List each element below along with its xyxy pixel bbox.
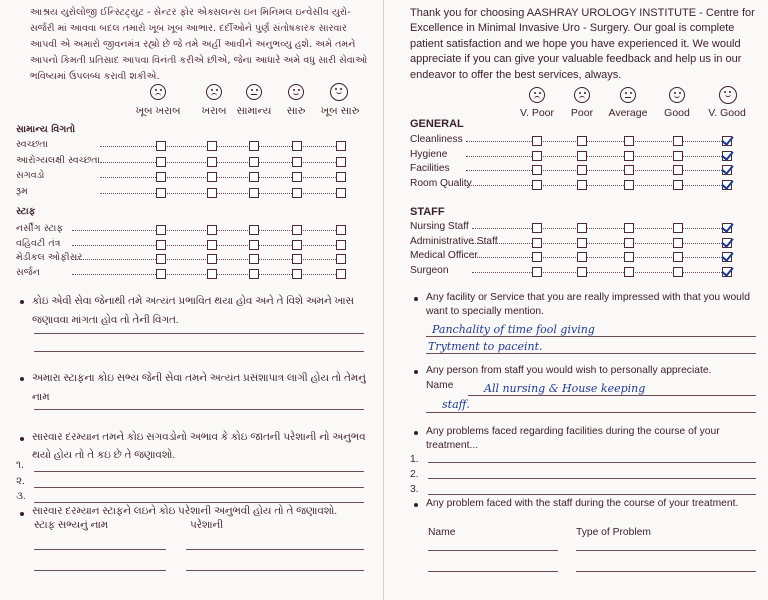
good-face-icon <box>288 84 304 100</box>
answer-line[interactable] <box>34 351 364 352</box>
answer-line[interactable] <box>428 550 558 551</box>
rating-checkbox[interactable] <box>292 254 302 264</box>
rating-checkbox[interactable] <box>156 157 166 167</box>
poor-face-icon <box>574 87 590 103</box>
rating-checkbox[interactable] <box>577 136 587 146</box>
rating-row-label: Room Quality <box>410 177 472 189</box>
problem-column-label: પરેશાની <box>190 520 224 531</box>
very-poor-face-icon <box>529 87 545 103</box>
rating-checkbox[interactable] <box>207 225 217 235</box>
staff-section-title: સ્ટાફ <box>16 206 36 217</box>
rating-checkbox[interactable] <box>156 225 166 235</box>
staff-name-column-label: સ્ટાફ સભ્યનું નામ <box>34 520 109 531</box>
rating-checkbox[interactable] <box>624 238 634 248</box>
rating-checkbox[interactable] <box>624 267 634 277</box>
rating-checkbox[interactable] <box>673 238 683 248</box>
rating-row-label: સર્જન <box>16 266 40 278</box>
rating-checkbox[interactable] <box>673 136 683 146</box>
answer-line[interactable] <box>34 487 364 488</box>
rating-row-label: Administrative Staff <box>410 235 498 247</box>
rating-checkbox[interactable] <box>207 172 217 182</box>
rating-checkbox[interactable] <box>532 151 542 161</box>
average-face-icon <box>620 87 636 103</box>
question-staff-problems: સારવાર દરમ્યાન સ્ટાફને લઇને કોઇ પરેશાની અનુભવી હોય તો તે જણાવશો. <box>32 506 338 517</box>
dotted-leader <box>472 257 722 258</box>
dotted-leader <box>466 156 722 157</box>
problem-number-2: 2. <box>410 469 419 480</box>
rating-checkbox[interactable] <box>249 254 259 264</box>
answer-line[interactable] <box>428 571 558 572</box>
bullet <box>20 300 24 304</box>
very-good-face-icon <box>719 86 737 104</box>
answer-line[interactable] <box>426 353 756 354</box>
name-label: Name <box>426 380 454 391</box>
rating-checkbox[interactable] <box>532 252 542 262</box>
rating-checkbox[interactable] <box>722 165 732 175</box>
rating-checkbox[interactable] <box>156 254 166 264</box>
bullet <box>20 437 24 441</box>
rating-label-very-poor: V. Poor <box>519 107 555 119</box>
answer-line[interactable] <box>426 412 756 413</box>
english-intro: Thank you for choosing AASHRAY UROLOGY INSTITUTE - Centre for Excellence in Minimal Invasive Uro - Surgery. Our goal is complete patient satisfaction and we hope you have experienced it. We would appreciate if you can give your valuable feedback and help us in our endeavor to offer the best services, always. <box>410 7 755 81</box>
good-face-icon <box>669 87 685 103</box>
answer-line[interactable] <box>576 571 756 572</box>
question-impressed-service: કોઇ એવી સેવા જેનાથી તમે અત્યંત પ્રભાવિત થયા હોવ અને તે વિશે અમને ખાસ જણાવવા માંગતા હોવ તો તેની વિગત. <box>32 296 354 326</box>
bullet <box>414 503 418 507</box>
rating-checkbox[interactable] <box>207 157 217 167</box>
rating-checkbox[interactable] <box>532 180 542 190</box>
answer-line[interactable] <box>34 502 364 503</box>
rating-checkbox[interactable] <box>722 238 732 248</box>
rating-checkbox[interactable] <box>336 240 346 250</box>
rating-row-label: Surgeon <box>410 264 449 276</box>
answer-line[interactable] <box>428 462 756 463</box>
staff-section-title: STAFF <box>410 206 445 218</box>
question-appreciate-staff: અમારા સ્ટાફના કોઇ સભ્ય જેની સેવા તમને અત્યંત પ્રસંશાપાત્ર લાગી હોય તો તેમનું નામ <box>32 373 366 403</box>
rating-checkbox[interactable] <box>156 141 166 151</box>
bullet <box>414 370 418 374</box>
rating-checkbox[interactable] <box>156 172 166 182</box>
rating-checkbox[interactable] <box>292 240 302 250</box>
rating-checkbox[interactable] <box>207 240 217 250</box>
rating-row-label: વહિવટી તંત્ર <box>16 237 61 249</box>
rating-label-good: Good <box>664 107 690 119</box>
rating-checkbox[interactable] <box>336 269 346 279</box>
answer-line[interactable] <box>34 570 166 571</box>
rating-checkbox[interactable] <box>577 180 587 190</box>
rating-row-label: રૂમ <box>16 185 28 197</box>
handwritten-answer-appreciate-2: staff. <box>442 398 470 411</box>
rating-checkbox[interactable] <box>249 141 259 151</box>
handwritten-answer-appreciate-1: All nursing & House keeping <box>484 382 646 395</box>
rating-checkbox[interactable] <box>673 252 683 262</box>
rating-checkbox[interactable] <box>336 188 346 198</box>
rating-checkbox[interactable] <box>532 223 542 233</box>
poor-face-icon <box>206 84 222 100</box>
average-face-icon <box>246 84 262 100</box>
rating-checkbox[interactable] <box>624 136 634 146</box>
rating-checkbox[interactable] <box>577 252 587 262</box>
answer-line[interactable] <box>34 333 364 334</box>
answer-line[interactable] <box>34 471 364 472</box>
rating-checkbox[interactable] <box>292 172 302 182</box>
rating-checkbox[interactable] <box>673 151 683 161</box>
rating-checkbox[interactable] <box>577 165 587 175</box>
rating-label-average: સામાન્ય <box>236 105 272 117</box>
rating-checkbox[interactable] <box>336 225 346 235</box>
rating-checkbox[interactable] <box>577 267 587 277</box>
rating-checkbox[interactable] <box>207 254 217 264</box>
rating-checkbox[interactable] <box>673 165 683 175</box>
rating-label-good: સારુ <box>286 105 306 117</box>
rating-checkbox[interactable] <box>577 151 587 161</box>
rating-checkbox[interactable] <box>624 180 634 190</box>
dotted-leader <box>466 170 722 171</box>
problem-number-1: ૧. <box>16 460 24 471</box>
rating-row-label: મેડીકલ ઓફીસર <box>16 252 83 263</box>
rating-label-poor: Poor <box>570 107 594 119</box>
rating-label-very-good: V. Good <box>708 107 746 119</box>
rating-row-label: સ્વચ્છતા <box>16 139 48 150</box>
answer-line[interactable] <box>186 549 364 550</box>
rating-row-label: Nursing Staff <box>410 221 469 232</box>
rating-checkbox[interactable] <box>532 267 542 277</box>
handwritten-answer-impressed-1: Panchality of time fool giving <box>432 323 595 336</box>
rating-checkbox[interactable] <box>722 136 732 146</box>
rating-row-label: Facilities <box>410 163 450 174</box>
rating-checkbox[interactable] <box>722 252 732 262</box>
rating-checkbox[interactable] <box>532 136 542 146</box>
rating-row-label: Cleanliness <box>410 134 463 145</box>
problem-number-3: ૩. <box>16 491 26 502</box>
bullet <box>20 377 24 381</box>
rating-checkbox[interactable] <box>336 172 346 182</box>
rating-checkbox[interactable] <box>722 223 732 233</box>
bullet <box>20 512 24 516</box>
rating-checkbox[interactable] <box>624 252 634 262</box>
rating-checkbox[interactable] <box>156 240 166 250</box>
rating-checkbox[interactable] <box>624 165 634 175</box>
problem-column-label: Type of Problem <box>576 527 651 538</box>
rating-checkbox[interactable] <box>249 188 259 198</box>
question-impressed-service: Any facility or Service that you are really impressed with that you would want to specially mention. <box>426 292 750 317</box>
rating-checkbox[interactable] <box>292 141 302 151</box>
rating-checkbox[interactable] <box>207 188 217 198</box>
rating-checkbox[interactable] <box>624 223 634 233</box>
dotted-leader <box>466 185 722 186</box>
rating-checkbox[interactable] <box>249 157 259 167</box>
rating-checkbox[interactable] <box>673 180 683 190</box>
rating-row-label: Medical Officer <box>410 250 478 261</box>
answer-line[interactable] <box>426 336 756 337</box>
rating-checkbox[interactable] <box>207 141 217 151</box>
problem-number-3: 3. <box>410 484 419 495</box>
rating-checkbox[interactable] <box>249 172 259 182</box>
rating-checkbox[interactable] <box>249 225 259 235</box>
general-section-title: GENERAL <box>410 118 464 130</box>
answer-line[interactable] <box>34 549 166 550</box>
rating-checkbox[interactable] <box>156 269 166 279</box>
question-facility-problems: Any problems faced regarding facilities during the course of your treatment... <box>426 426 720 451</box>
answer-line[interactable] <box>576 550 756 551</box>
dotted-leader <box>466 141 722 142</box>
answer-line[interactable] <box>186 570 364 571</box>
dotted-leader <box>472 272 722 273</box>
dotted-leader <box>472 228 722 229</box>
problem-number-2: ૨. <box>16 476 25 487</box>
very-good-face-icon <box>330 83 348 101</box>
very-poor-face-icon <box>150 84 166 100</box>
rating-checkbox[interactable] <box>722 267 732 277</box>
handwritten-answer-impressed-2: Trytment to paceint. <box>428 340 543 353</box>
rating-checkbox[interactable] <box>532 165 542 175</box>
general-section-title: સામાન્ય વિગતો <box>16 124 76 135</box>
rating-checkbox[interactable] <box>673 267 683 277</box>
rating-checkbox[interactable] <box>577 223 587 233</box>
rating-row-label: સગવડો <box>16 170 45 181</box>
dotted-leader <box>472 243 722 244</box>
rating-label-very-poor: ખૂબ ખરાબ <box>135 105 181 117</box>
rating-checkbox[interactable] <box>336 141 346 151</box>
rating-checkbox[interactable] <box>722 151 732 161</box>
rating-checkbox[interactable] <box>624 151 634 161</box>
rating-checkbox[interactable] <box>722 180 732 190</box>
bullet <box>414 297 418 301</box>
gujarati-intro: આશ્રય યુરોલોજી ઈન્સ્ટિટ્યુટ - સેન્ટર ફોર એક્સલન્સ ઇન મિનિમલ ઇન્વેસીવ યુરો-સર્જરી માં આવવા બદલ તમારો ખૂબ ખૂબ આભાર. દર્દીઓને પુર્ણ સંતોષકારક સારવાર આપવી એ અમારો જીવનમંત્ર રહ્યો છે જે તમે અહીં આવીને અનુભવ્યુ હશે. અમે તમને આપનો કિમતી પ્રતિસાદ આપવા વિનંતી કરીએ છીએ, જેના આધારે અમે વધુ સારી સેવાઓ ભવિષ્યમાં ઉપલબ્ધ કરાવી શકીએ. <box>30 7 368 82</box>
rating-checkbox[interactable] <box>532 238 542 248</box>
rating-checkbox[interactable] <box>207 269 217 279</box>
problem-number-1: 1. <box>410 454 419 465</box>
rating-row-label: આરોગ્યલક્ષી સ્વચ્છતા <box>16 154 101 166</box>
answer-line[interactable] <box>428 494 756 495</box>
answer-line[interactable] <box>428 478 756 479</box>
rating-checkbox[interactable] <box>156 188 166 198</box>
rating-checkbox[interactable] <box>673 223 683 233</box>
answer-line[interactable] <box>468 395 756 396</box>
answer-line[interactable] <box>34 409 364 410</box>
rating-label-poor: ખરાબ <box>201 105 227 117</box>
question-staff-problems: Any problem faced with the staff during the course of your treatment. <box>426 498 739 509</box>
rating-checkbox[interactable] <box>292 269 302 279</box>
rating-row-label: નર્સીંગ સ્ટાફ <box>16 223 64 234</box>
bullet <box>414 431 418 435</box>
question-appreciate-staff: Any person from staff you would wish to personally appreciate. <box>426 365 712 376</box>
rating-row-label: Hygiene <box>410 148 448 160</box>
staff-name-column-label: Name <box>428 527 456 538</box>
rating-checkbox[interactable] <box>336 157 346 167</box>
rating-checkbox[interactable] <box>577 238 587 248</box>
rating-checkbox[interactable] <box>336 254 346 264</box>
question-facility-problems: સારવાર દરમ્યાન તમને કોઇ સગવડોનો અભાવ કે કોઇ જાતની પરેશાની નો અનુભવ થયો હોય તો તે કઇ છે તે જણાવશો. <box>32 432 366 461</box>
rating-checkbox[interactable] <box>292 188 302 198</box>
rating-checkbox[interactable] <box>292 157 302 167</box>
rating-checkbox[interactable] <box>249 240 259 250</box>
rating-label-average: Average <box>608 107 648 119</box>
rating-checkbox[interactable] <box>292 225 302 235</box>
rating-label-very-good: ખૂબ સારુ <box>320 105 360 117</box>
rating-checkbox[interactable] <box>249 269 259 279</box>
